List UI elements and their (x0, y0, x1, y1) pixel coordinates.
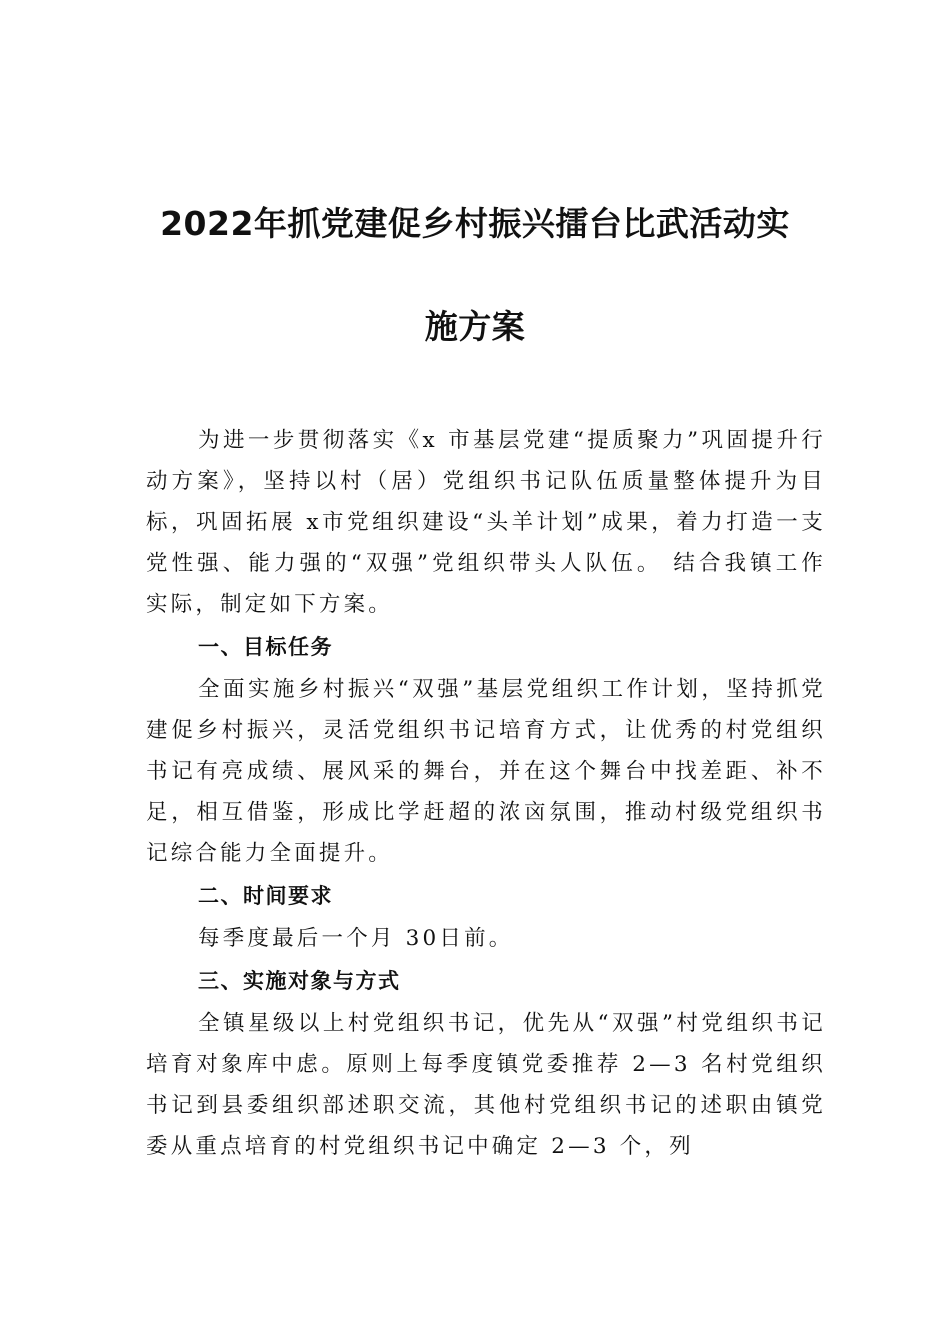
section-text-targets: 全镇星级以上村党组织书记，优先从“双强”村党组织书记培育对象库中虑。原则上每季度镇党委推荐 2—3 名村党组织书记到县委组织部述职交流，其他村党组织书记的述职由镇党委从重点培育的村党组织书记中确定 2—3 个，列 (146, 1011, 826, 1159)
document-title-line-2: 施方案 (424, 307, 526, 346)
section-heading-time: 二、时间要求 (198, 884, 333, 908)
section-text-time: 每季度最后一个月 30日前。 (198, 926, 514, 951)
section-heading-goals: 一、目标任务 (198, 635, 333, 659)
section-text-goals: 全面实施乡村振兴“双强”基层党组织工作计划，坚持抓党建促乡村振兴，灵活党组织书记培育方式，让优秀的村党组织书记有亮成绩、展风采的舞台，并在这个舞台中找差距、补不足，相互借鉴，形成比学赶超的浓㐫氛围，推动村级党组织书记综合能力全面提升。 (146, 677, 826, 866)
document-title-line-1: 2022年抓党建促乡村振兴擂台比武活动实 (160, 204, 790, 243)
intro-paragraph: 为进一步贯彻落实《x 市基层党建“提质聚力”巩固提升行动方案》，坚持以村（居）党组织书记队伍质量整体提升为目标，巩固拓展 x市党组织建设“头羊计划”成果，着力打造一支党性强、能力强的“双强”党组织带头人队伍。 结合我镇工作实际，制定如下方案。 (146, 428, 826, 617)
section-heading-targets: 三、实施对象与方式 (198, 969, 401, 993)
document-body (146, 420, 826, 1167)
